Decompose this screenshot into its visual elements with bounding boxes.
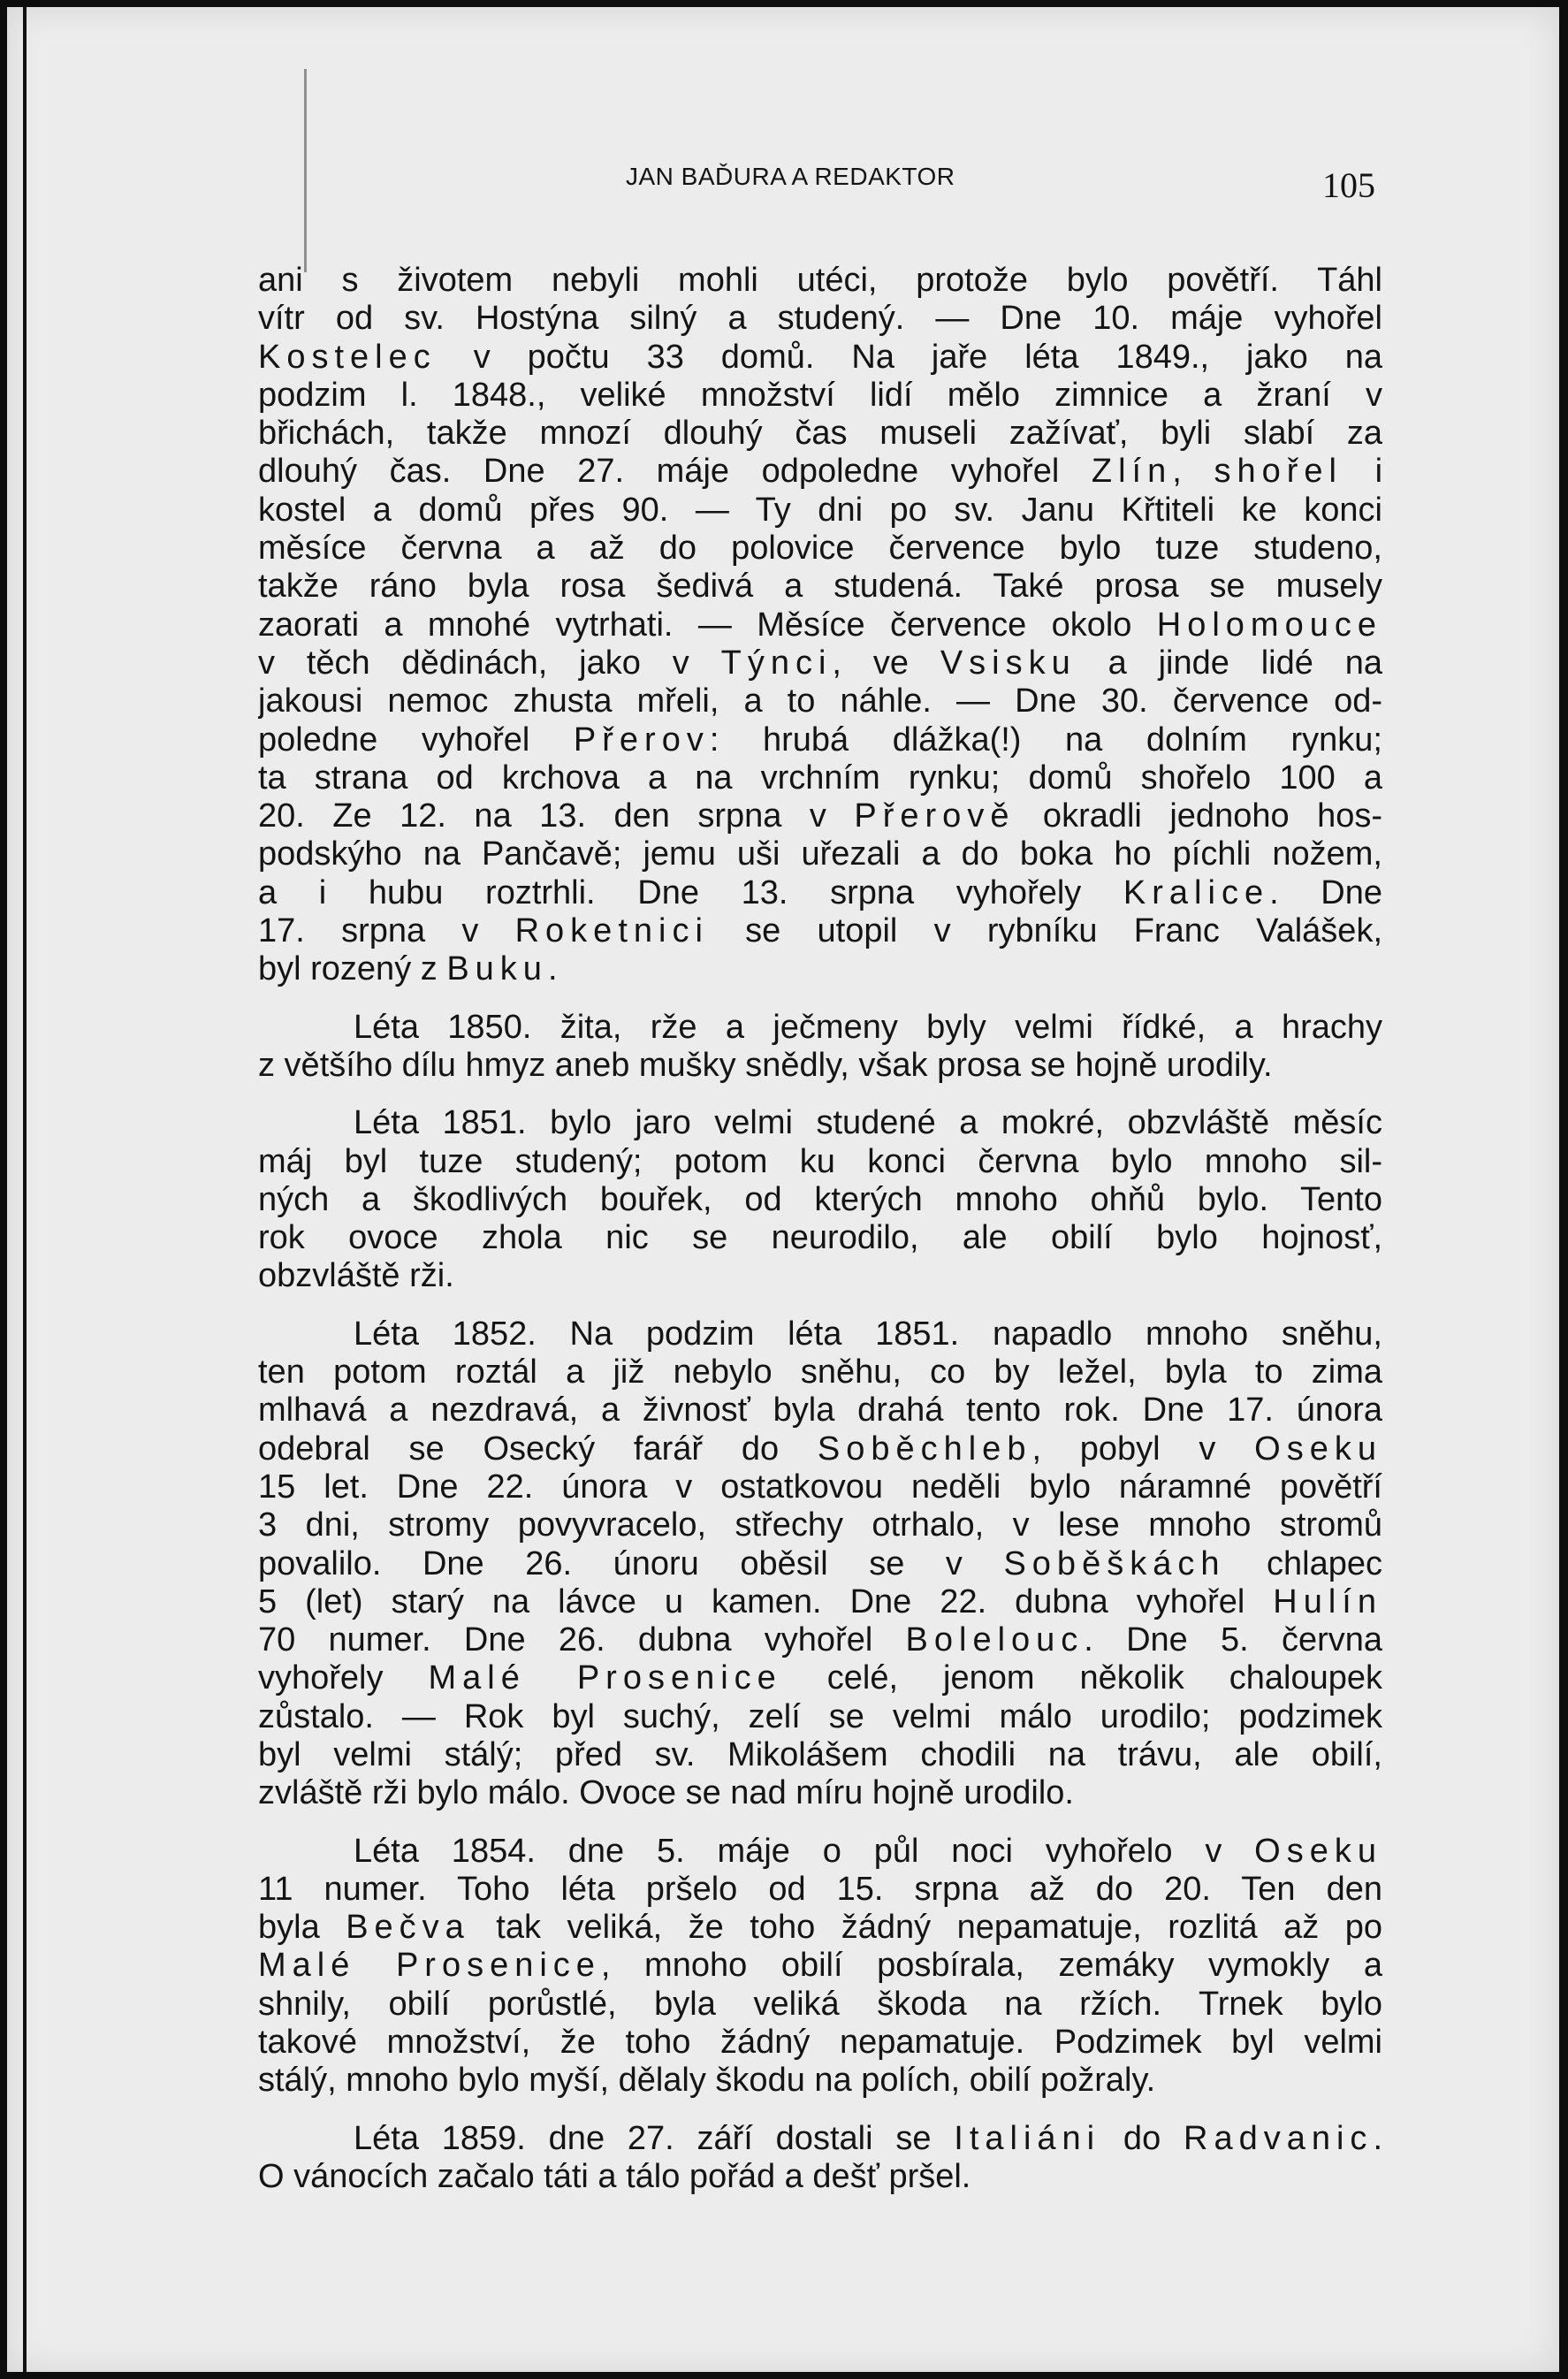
text-line	[258, 1698, 1382, 1736]
text-line	[258, 950, 1382, 988]
text-run: ten potom roztál a již nebylo sněhu, co by ležel, byla to zima	[258, 1353, 1382, 1392]
text-run: z většího dílu hmyz aneb mušky snědly, však prosa se hojně urodily.	[258, 1046, 1273, 1084]
text-run: zaorati a mnohé vytrhati. — Měsíce července okolo	[258, 606, 1157, 644]
paragraph-gap	[258, 1085, 1382, 1104]
text-line	[258, 453, 1382, 491]
running-head: JAN BAĎURA A REDAKTOR	[626, 163, 955, 190]
text-line	[258, 492, 1382, 530]
text-run: máj byl tuze studený; potom ku konci června bylo mnoho sil-	[258, 1142, 1382, 1180]
text-line	[258, 721, 1382, 759]
text-run: odebral se Osecký farář do	[258, 1430, 818, 1468]
spaced-name: Soběchleb	[817, 1430, 1032, 1468]
text-run: tak veliká, že toho žádný nepamatuje, rozlitá až po	[469, 1909, 1382, 1947]
text-line	[258, 1871, 1382, 1909]
text-run: shnily, obilí porůstlé, byla veliká škoda na ržích. Trnek bylo	[258, 1985, 1382, 2023]
text-line	[258, 1468, 1382, 1506]
spaced-name: Holomouce	[1156, 606, 1382, 644]
text-line	[258, 1392, 1382, 1430]
text-line	[258, 1506, 1382, 1544]
spaced-name: Roketnici	[514, 912, 709, 950]
paragraph-gap	[258, 1813, 1382, 1833]
paragraph-gap	[258, 989, 1382, 1009]
text-line	[258, 1219, 1382, 1257]
text-run: Léta 1850. žita, rže a ječmeny byly velmi řídké, a hrachy	[354, 1008, 1382, 1046]
spaced-name: Hulín	[1273, 1582, 1382, 1620]
text-run: .	[1373, 2119, 1382, 2157]
spaced-name: Buku	[446, 950, 548, 988]
text-line	[258, 1833, 1382, 1871]
text-run: , mnoho obilí posbírala, zemáky vymokly a	[600, 1947, 1382, 1985]
text-run: a i hubu roztrhli. Dne 13. srpna vyhořely	[258, 873, 1123, 911]
text-run: obzvláště rži.	[258, 1257, 454, 1295]
text-line	[258, 1774, 1382, 1812]
text-run: zůstalo. — Rok byl suchý, zelí se velmi málo urodilo; podzimek	[258, 1697, 1382, 1735]
text-line	[258, 1257, 1382, 1295]
text-line	[258, 1659, 1382, 1697]
spaced-name: Malé Prosenice	[258, 1947, 601, 1985]
spaced-name: Přerov	[573, 721, 710, 759]
text-run: takže ráno byla rosa šedivá a studená. Také prosa se musely	[258, 568, 1382, 606]
spaced-name: Soběškách	[1003, 1544, 1226, 1582]
book-page	[7, 7, 1559, 2372]
text-run: , ve	[832, 644, 940, 682]
text-line	[258, 1736, 1382, 1774]
text-run: Léta 1851. bylo jaro velmi studené a mokré, obzvláště měsíc	[354, 1104, 1382, 1142]
binding-shadow	[304, 69, 307, 272]
spaced-name: Malé Prosenice	[428, 1659, 782, 1697]
text-line	[258, 415, 1382, 453]
text-run: 3 dni, stromy povyvracelo, střechy otrhalo, v lese mnoho stromů	[258, 1506, 1382, 1544]
text-line	[258, 2120, 1382, 2158]
text-run: O vánocích začalo táti a tálo pořád a dešť pršel.	[258, 2157, 971, 2195]
text-line	[258, 606, 1382, 644]
text-run: chlapec	[1225, 1544, 1382, 1582]
text-run: . Dne	[1269, 873, 1382, 911]
text-line	[258, 1315, 1382, 1353]
text-line	[258, 339, 1382, 377]
text-line	[258, 1353, 1382, 1392]
text-line	[258, 568, 1382, 606]
text-run: vyhořely	[258, 1659, 429, 1697]
page-number: 105	[1322, 165, 1375, 205]
text-run: . Dne 5. června	[1084, 1621, 1382, 1659]
text-line	[258, 912, 1382, 950]
text-line	[258, 759, 1382, 797]
spaced-name: Přerově	[854, 797, 1016, 835]
text-line	[258, 1545, 1382, 1583]
text-run: 70 numer. Dne 26. dubna vyhořel	[258, 1621, 906, 1659]
spaced-name: Kostelec	[258, 338, 437, 376]
body-text	[258, 262, 1382, 2196]
text-line	[258, 1986, 1382, 2024]
text-run: kostel a domů přes 90. — Ty dni po sv. Janu Křtiteli ke konci	[258, 491, 1382, 529]
text-run: 15 let. Dne 22. února v ostatkovou neděli bylo náramné povětří	[258, 1468, 1382, 1506]
text-line	[258, 1047, 1382, 1085]
text-run: mlhavá a nezdravá, a živnosť byla drahá tento rok. Dne 17. února	[258, 1392, 1382, 1430]
text-line	[258, 2158, 1382, 2196]
spaced-name: Oseku	[1254, 1430, 1382, 1468]
text-line	[258, 1430, 1382, 1468]
text-line	[258, 1181, 1382, 1219]
text-line	[258, 1143, 1382, 1181]
text-line	[258, 300, 1382, 338]
text-line	[258, 1909, 1382, 1947]
text-line	[258, 835, 1382, 873]
text-run: byl rozený z	[258, 950, 447, 988]
text-run: povalilo. Dne 26. únoru oběsil se v	[258, 1544, 1004, 1582]
text-line	[258, 2024, 1382, 2062]
text-run: podzim l. 1848., veliké množství lidí mělo zimnice a žraní v	[258, 376, 1382, 414]
text-run: poledne vyhořel	[258, 721, 574, 759]
text-run: Léta 1852. Na podzim léta 1851. napadlo mnoho sněhu,	[354, 1315, 1382, 1353]
text-run: , pobyl v	[1031, 1430, 1255, 1468]
text-run: celé, jenom několik chaloupek	[781, 1659, 1382, 1697]
text-run: 20. Ze 12. na 13. den srpna v	[258, 797, 855, 835]
text-line	[258, 530, 1382, 568]
spaced-name: Radvanic	[1184, 2119, 1374, 2157]
spaced-name: Oseku	[1254, 1832, 1382, 1870]
text-line	[258, 682, 1382, 721]
text-run: dlouhý čas. Dne 27. máje odpoledne vyhořel	[258, 453, 1092, 491]
text-run: stálý, mnoho bylo myší, dělaly škodu na polích, obilí požraly.	[258, 2062, 1156, 2100]
paragraph-gap	[258, 1296, 1382, 1315]
text-run: v těch dědinách, jako v	[258, 644, 721, 682]
text-run: podskýho na Pančavě; jemu uši uřezali a do boka ho píchli nožem,	[258, 835, 1382, 873]
text-run: ani s životem nebyli mohli utéci, protože bylo povětří. Táhl	[258, 262, 1382, 299]
text-line	[258, 1104, 1382, 1142]
text-run: byla	[258, 1909, 346, 1947]
text-run: okradli jednoho hos-	[1015, 797, 1382, 835]
text-run: takové množství, že toho žádný nepamatuje. Podzimek byl velmi	[258, 2024, 1382, 2062]
paragraph-gap	[258, 2101, 1382, 2120]
spaced-name: shořel	[1214, 453, 1343, 491]
text-run: vítr od sv. Hostýna silný a studený. — Dne 10. máje vyhořel	[258, 300, 1382, 338]
text-run: .	[547, 950, 558, 988]
spaced-name: Bolelouc	[905, 1621, 1085, 1659]
text-run: byl velmi stálý; před sv. Mikolášem chodili na trávu, ale obilí,	[258, 1735, 1382, 1773]
text-line	[258, 1621, 1382, 1659]
spaced-name: Vsisku	[940, 644, 1077, 682]
text-run: ta strana od krchova a na vrchním rynku; domů shořelo 100 a	[258, 759, 1382, 797]
text-run: a jinde lidé na	[1076, 644, 1382, 682]
text-run: : hrubá dlážka(!) na dolním rynku;	[709, 721, 1382, 759]
text-run: do	[1100, 2119, 1184, 2157]
text-run: Léta 1854. dne 5. máje o půl noci vyhořelo v	[354, 1832, 1255, 1870]
spaced-name: Zlín	[1091, 453, 1173, 491]
spaced-name: Bečva	[346, 1909, 470, 1947]
text-line	[258, 377, 1382, 415]
text-line	[258, 1009, 1382, 1047]
text-run: v počtu 33 domů. Na jaře léta 1849., jako na	[436, 338, 1382, 376]
spaced-name: Italiáni	[954, 2119, 1101, 2157]
text-run: jakousi nemoc zhusta mřeli, a to náhle. — Dne 30. července od-	[258, 682, 1382, 721]
text-run: i	[1342, 453, 1382, 491]
text-run: 5 (let) starý na lávce u kamen. Dne 22. dubna vyhořel	[258, 1582, 1274, 1620]
text-run: ,	[1172, 453, 1214, 491]
text-line	[258, 262, 1382, 300]
binding-edge	[23, 7, 27, 2372]
text-line	[258, 797, 1382, 835]
spaced-name: Týnci	[720, 644, 833, 682]
text-run: 17. srpna v	[258, 912, 515, 950]
text-run: se utopil v rybníku Franc Valášek,	[708, 912, 1382, 950]
text-line	[258, 644, 1382, 682]
spaced-name: Kralice	[1123, 873, 1270, 911]
text-run: zvláště rži bylo málo. Ovoce se nad míru hojně urodilo.	[258, 1774, 1074, 1812]
text-run: měsíce června a až do polovice července bylo tuze studeno,	[258, 530, 1382, 568]
text-run: ných a škodlivých bouřek, od kterých mnoho ohňů bylo. Tento	[258, 1180, 1382, 1218]
text-run: rok ovoce zhola nic se neurodilo, ale obilí bylo hojnosť,	[258, 1219, 1382, 1257]
text-line	[258, 1947, 1382, 1985]
text-run: Léta 1859. dne 27. září dostali se	[354, 2119, 955, 2157]
text-run: 11 numer. Toho léta pršelo od 15. srpna až do 20. Ten den	[258, 1870, 1382, 1908]
text-line	[258, 2062, 1382, 2100]
text-line	[258, 1583, 1382, 1621]
text-line	[258, 874, 1382, 912]
text-run: břichách, takže mnozí dlouhý čas museli zažívať, byli slabí za	[258, 415, 1382, 453]
